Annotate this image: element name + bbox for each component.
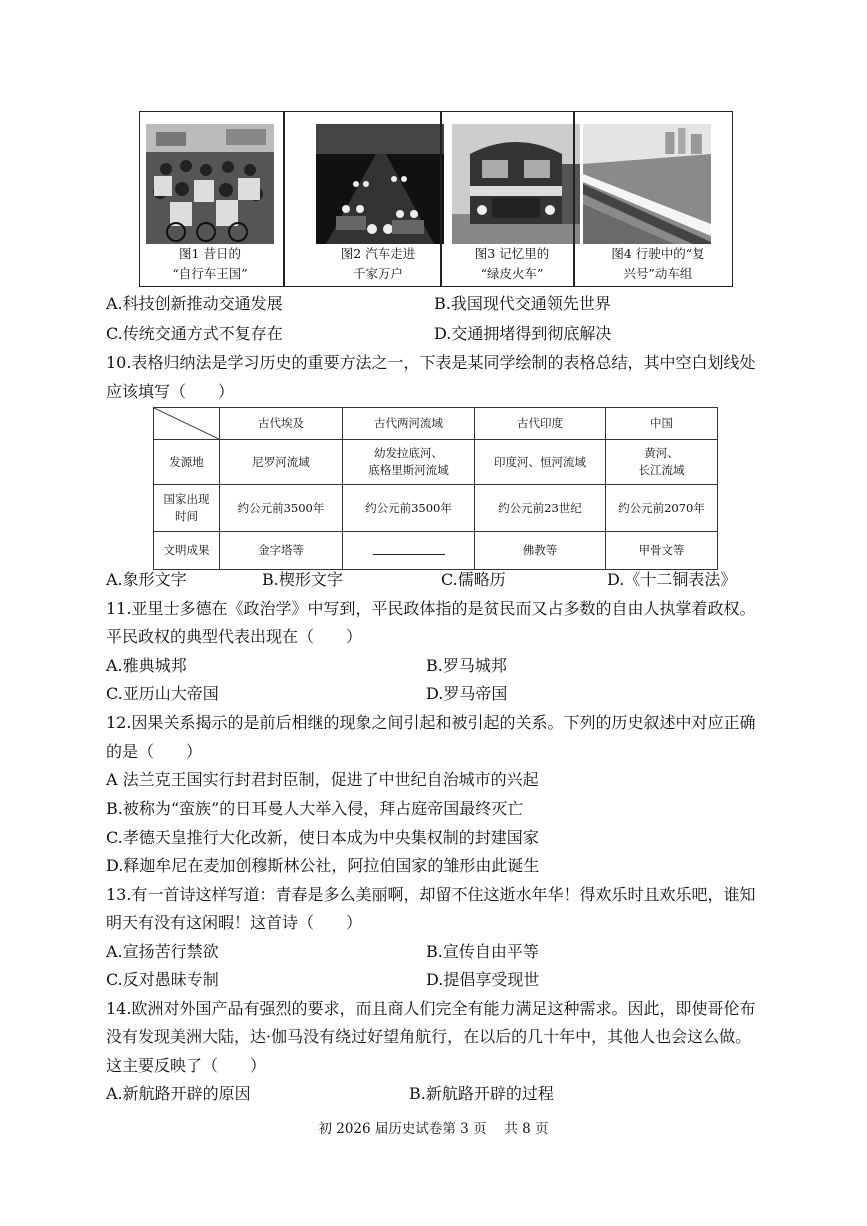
q13-stem: 明天有没有这闲暇！这首诗（ ） — [106, 913, 363, 932]
q9-option-c: C.传统交通方式不复存在 — [106, 324, 283, 343]
q12-option-b: B.被称为“蛮族”的日耳曼人大举入侵，拜占庭帝国最终灭亡 — [106, 799, 524, 818]
q9-option-d: D.交通拥堵得到彻底解决 — [434, 324, 612, 343]
table-cell: 约公元前23世纪 — [475, 485, 606, 532]
table-header: 古代两河流域 — [343, 408, 475, 440]
table-cell: 约公元前2070年 — [606, 485, 718, 532]
q11-option-c: C.亚历山大帝国 — [106, 684, 219, 703]
table-cell: 幼发拉底河、 底格里斯河流域 — [343, 440, 475, 485]
q14-stem: 14.欧洲对外国产品有强烈的要求，而且商人们完全有能力满足这种需求。因此，即使哥伦布 — [106, 999, 756, 1018]
figure-2-caption: 图2 汽车走进 千家万户 — [340, 246, 416, 281]
q13-stem: 13.有一首诗这样写道：青春是多么美丽啊，却留不住这逝水年华！得欢乐时且欢乐吧，谁知 — [106, 885, 756, 904]
table-cell: 尼罗河流域 — [220, 440, 343, 485]
civilization-table — [153, 407, 718, 570]
table-cell: 约公元前3500年 — [343, 485, 475, 532]
table-cell: 佛教等 — [475, 532, 606, 570]
green-train-photo — [452, 124, 580, 244]
row-label: 国家出现 时间 — [154, 485, 220, 532]
q11-option-d: D.罗马帝国 — [426, 684, 508, 703]
figure-1-caption: 图1 昔日的 “自行车王国” — [172, 246, 248, 281]
q11-stem: 平民政权的典型代表出现在（ ） — [106, 627, 363, 646]
q13-option-a: A.宣扬苦行禁欲 — [106, 942, 219, 961]
figure-divider — [573, 112, 575, 286]
table-header: 古代印度 — [475, 408, 606, 440]
q13-option-d: D.提倡享受现世 — [426, 970, 540, 989]
table-row — [154, 485, 718, 532]
q11-option-a: A.雅典城邦 — [106, 656, 187, 675]
car-traffic-photo — [316, 124, 444, 244]
table-corner-cell — [154, 408, 220, 440]
q13-option-c: C.反对愚昧专制 — [106, 970, 219, 989]
figure-divider — [440, 112, 442, 286]
table-header: 中国 — [606, 408, 718, 440]
table-header: 古代埃及 — [220, 408, 343, 440]
table-cell: 黄河、 长江流域 — [606, 440, 718, 485]
row-label: 发源地 — [154, 440, 220, 485]
q12-stem: 的是（ ） — [106, 742, 203, 761]
bullet-train-photo — [583, 124, 711, 244]
table-row — [154, 532, 718, 570]
figure-3-caption: 图3 记忆里的 “绿皮火车” — [474, 246, 550, 281]
q14-option-a: A.新航路开辟的原因 — [106, 1084, 251, 1103]
blank-answer-cell — [343, 532, 475, 570]
q10-stem: 10.表格归纳法是学习历史的重要方法之一，下表是某同学绘制的表格总结，其中空白划线处 — [106, 353, 756, 372]
q10-stem: 应该填写（ ） — [106, 382, 235, 401]
q14-stem: 没有发现美洲大陆，达·伽马没有绕过好望角航行，在以后的几十年中，其他人也会这么做。 — [106, 1027, 752, 1046]
q10-option-a: A.象形文字 — [106, 570, 187, 589]
table-cell: 印度河、恒河流域 — [475, 440, 606, 485]
table-cell: 甲骨文等 — [606, 532, 718, 570]
q10-option-b: B.楔形文字 — [262, 570, 343, 589]
blank-line — [373, 542, 445, 555]
figure-4-caption: 图4 行驶中的“复 兴号”动车组 — [611, 246, 705, 281]
page-footer: 初 2026 届历史试卷第 3 页 共 8 页 — [318, 1121, 549, 1137]
row-label: 文明成果 — [154, 532, 220, 570]
q9-option-a: A.科技创新推动交通发展 — [106, 294, 283, 313]
q10-option-c: C.儒略历 — [441, 570, 506, 589]
table-cell: 约公元前3500年 — [220, 485, 343, 532]
q14-stem: 这主要反映了（ ） — [106, 1056, 267, 1075]
q10-option-d: D.《十二铜表法》 — [607, 570, 737, 589]
figure-divider — [283, 112, 285, 286]
q13-option-b: B.宣传自由平等 — [426, 942, 539, 961]
table-cell: 金字塔等 — [220, 532, 343, 570]
q12-option-c: C.孝德天皇推行大化改新，使日本成为中央集权制的封建国家 — [106, 828, 539, 847]
q12-option-a: A 法兰克王国实行封君封臣制，促进了中世纪自治城市的兴起 — [106, 770, 539, 789]
q14-option-b: B.新航路开辟的过程 — [409, 1084, 554, 1103]
q9-option-b: B.我国现代交通领先世界 — [434, 294, 611, 313]
figure-strip — [139, 111, 733, 287]
q11-option-b: B.罗马城邦 — [426, 656, 507, 675]
table-row — [154, 440, 718, 485]
bicycle-crowd-photo — [146, 124, 274, 244]
q12-option-d: D.释迦牟尼在麦加创穆斯林公社，阿拉伯国家的雏形由此诞生 — [106, 856, 540, 875]
q11-stem: 11.亚里士多德在《政治学》中写到，平民政体指的是贫民而又占多数的自由人执掌着政权。 — [106, 599, 756, 618]
q12-stem: 12.因果关系揭示的是前后相继的现象之间引起和被引起的关系。下列的历史叙述中对应正确 — [106, 713, 756, 732]
